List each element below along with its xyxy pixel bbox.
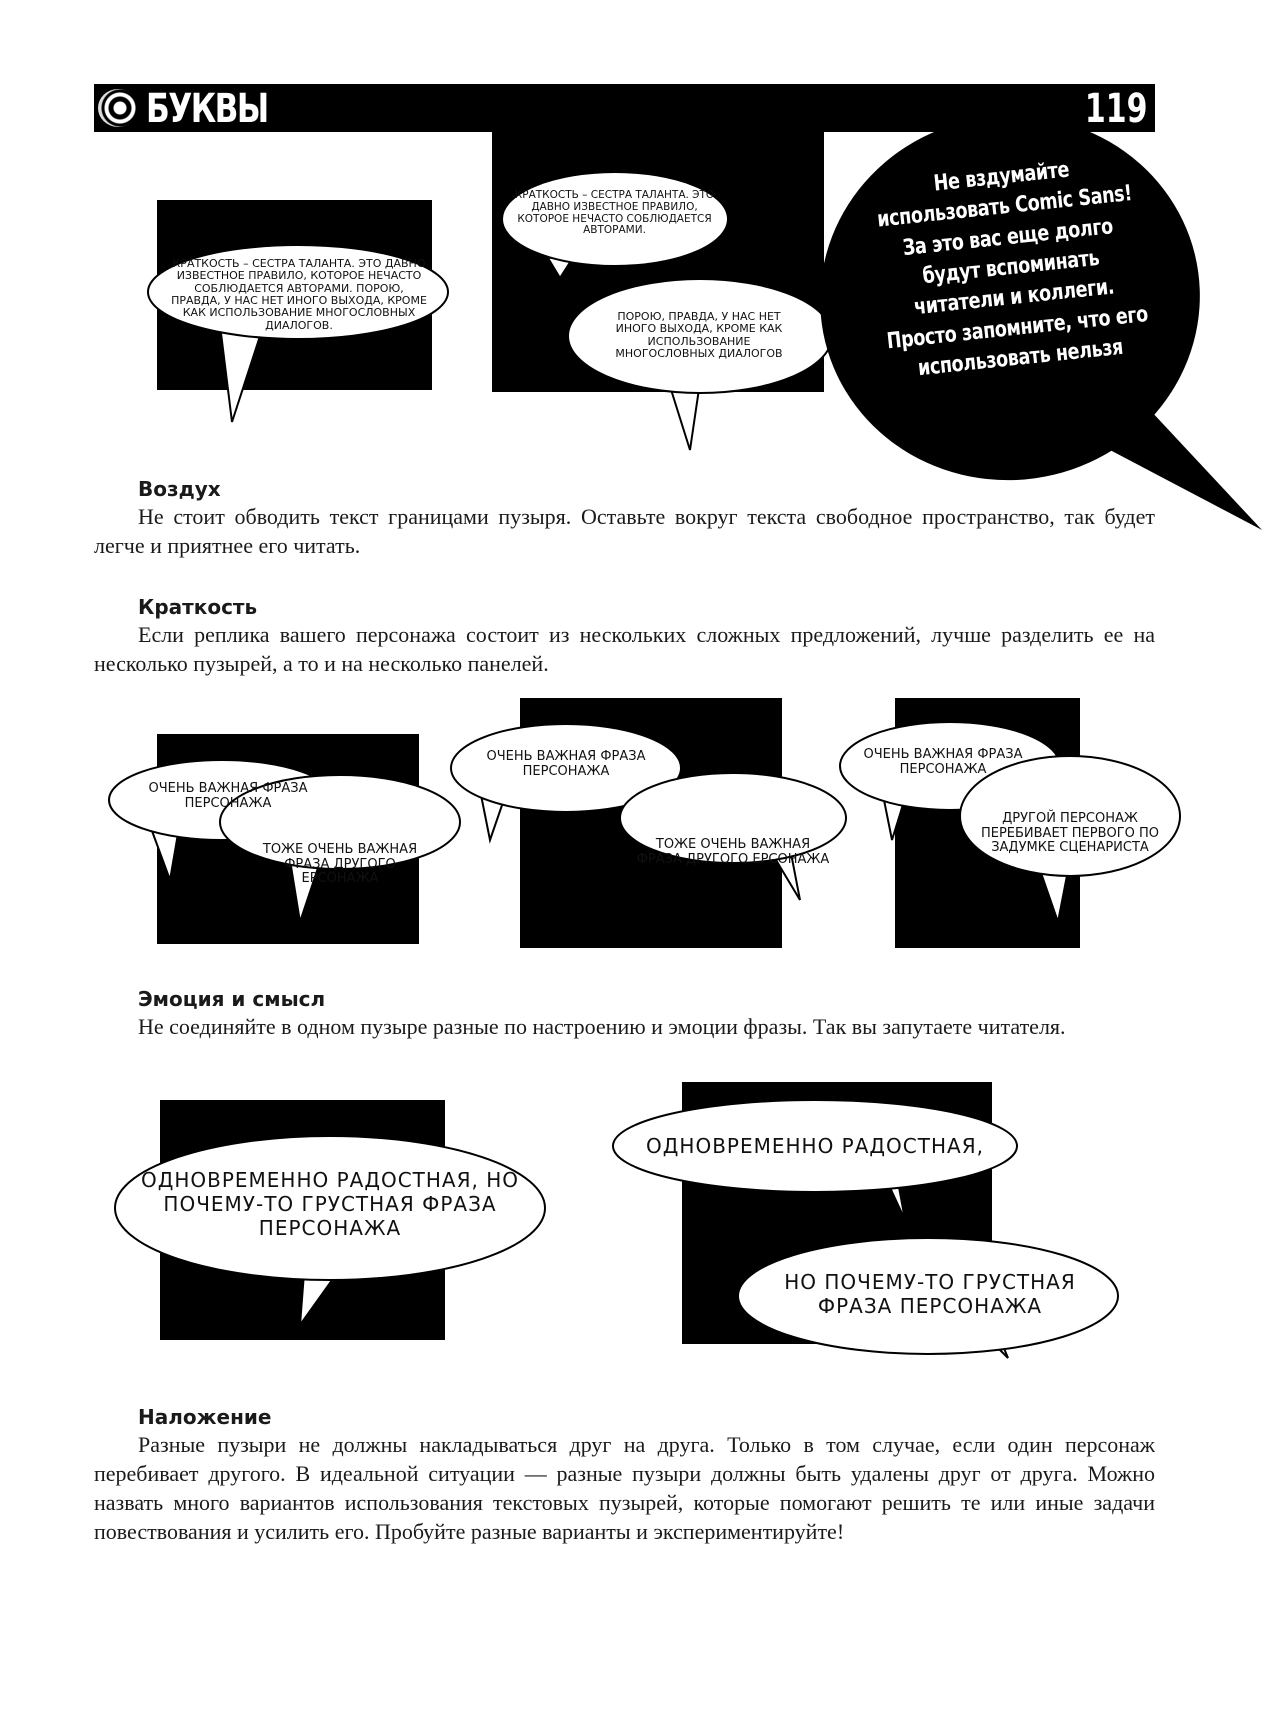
figure-interruption-examples	[0, 690, 1269, 960]
speech-bubble-sad-part: НО ПОЧЕМУ-ТО ГРУСТНАЯ ФРАЗА ПЕРСОНАЖА	[784, 1270, 1076, 1318]
section-heading: Краткость	[138, 595, 258, 619]
comic-sans-warning-callout: Не вздумайте использовать Comic Sans! За это вас еще долго будут вспоминать читатели и коллеги. Просто запомните, что его использовать нельзя	[876, 157, 1149, 382]
section-paragraph: Разные пузыри не должны накладываться друг на друга. Только в том случае, если один персонаж перебивает другого. В идеальной ситуации — разные пузыри должны быть удалены друг от друга. Можно назвать много вариантов использования текстовых пузырей, которые помогают решить те или иные задачи повествования и усилить его. Пробуйте разные варианты и экспериментируйте!	[94, 1432, 1155, 1544]
figure-brevity-examples	[0, 0, 1269, 530]
speech-bubble-split-second: ПОРОЮ, ПРАВДА, У НАС НЕТ ИНОГО ВЫХОДА, КРОМЕ КАК ИСПОЛЬЗОВАНИЕ МНОГОСЛОВНЫХ ДИАЛОГОВ	[615, 310, 783, 360]
speech-bubble-separate: ТОЖЕ ОЧЕНЬ ВАЖНАЯ ФРАЗА ДРУГОГО ЕРСОНАЖА	[636, 837, 830, 867]
figure-mixed-emotion-examples	[0, 1080, 1269, 1380]
section-paragraph: Не стоит обводить текст границами пузыря. Оставьте вокруг текста свободное пространство, так будет легче и приятнее его читать.	[94, 504, 1155, 558]
section-emotion	[94, 986, 1155, 1041]
page-number: 119	[1084, 86, 1147, 132]
section-heading: Эмоция и смысл	[138, 987, 326, 1011]
section-brevity	[94, 594, 1155, 678]
speech-bubble-long: КРАТКОСТЬ – СЕСТРА ТАЛАНТА. ЭТО ДАВНО ИЗВЕСТНОЕ ПРАВИЛО, КОТОРОЕ НЕЧАСТО СОБЛЮДАЕТСЯ АВТОРАМИ. ПОРОЮ, ПРАВДА, У НАС НЕТ ИНОГО ВЫХОДА, КРОМЕ КАК ИСПОЛЬЗОВАНИЕ МНОГОСЛОВНЫХ ДИАЛОГОВ.	[171, 257, 427, 332]
speech-bubble-joyful-part: ОДНОВРЕМЕННО РАДОСТНАЯ,	[646, 1134, 984, 1158]
speech-bubble-interrupting: ДРУГОЙ ПЕРСОНАЖ ПЕРЕБИВАЕТ ПЕРВОГО ПО ЗАДУМКЕ СЦЕНАРИСТА	[980, 811, 1160, 856]
speech-bubble-first: ОЧЕНЬ ВАЖНАЯ ФРАЗА ПЕРСОНАЖА	[148, 781, 308, 811]
section-paragraph: Если реплика вашего персонажа состоит из нескольких сложных предложений, лучше разделить ее на несколько пузырей, а то и на несколько панелей.	[94, 622, 1155, 676]
section-heading: Воздух	[138, 477, 221, 501]
speech-bubble-first: ОЧЕНЬ ВАЖНАЯ ФРАЗА ПЕРСОНАЖА	[486, 749, 646, 779]
speech-bubble-overlapping: ТОЖЕ ОЧЕНЬ ВАЖНАЯ ФРАЗА ДРУГОГО ЕРСОНАЖА	[262, 842, 418, 887]
speech-bubble-mixed-emotion: ОДНОВРЕМЕННО РАДОСТНАЯ, НО ПОЧЕМУ-ТО ГРУСТНАЯ ФРАЗА ПЕРСОНАЖА	[140, 1168, 520, 1240]
speech-bubble-first: ОЧЕНЬ ВАЖНАЯ ФРАЗА ПЕРСОНАЖА	[863, 747, 1023, 777]
section-paragraph: Не соединяйте в одном пузыре разные по настроению и эмоции фразы. Так вы запутаете читателя.	[138, 1014, 1066, 1039]
section-heading: Наложение	[138, 1405, 272, 1429]
speech-bubble-split-first: КРАТКОСТЬ – СЕСТРА ТАЛАНТА. ЭТО ДАВНО ИЗВЕСТНОЕ ПРАВИЛО, КОТОРОЕ НЕЧАСТО СОБЛЮДАЕТСЯ АВТОРАМИ.	[514, 189, 715, 237]
section-overlap	[94, 1404, 1155, 1546]
section-air	[94, 476, 1155, 560]
chapter-title: БУКВЫ	[146, 86, 268, 132]
